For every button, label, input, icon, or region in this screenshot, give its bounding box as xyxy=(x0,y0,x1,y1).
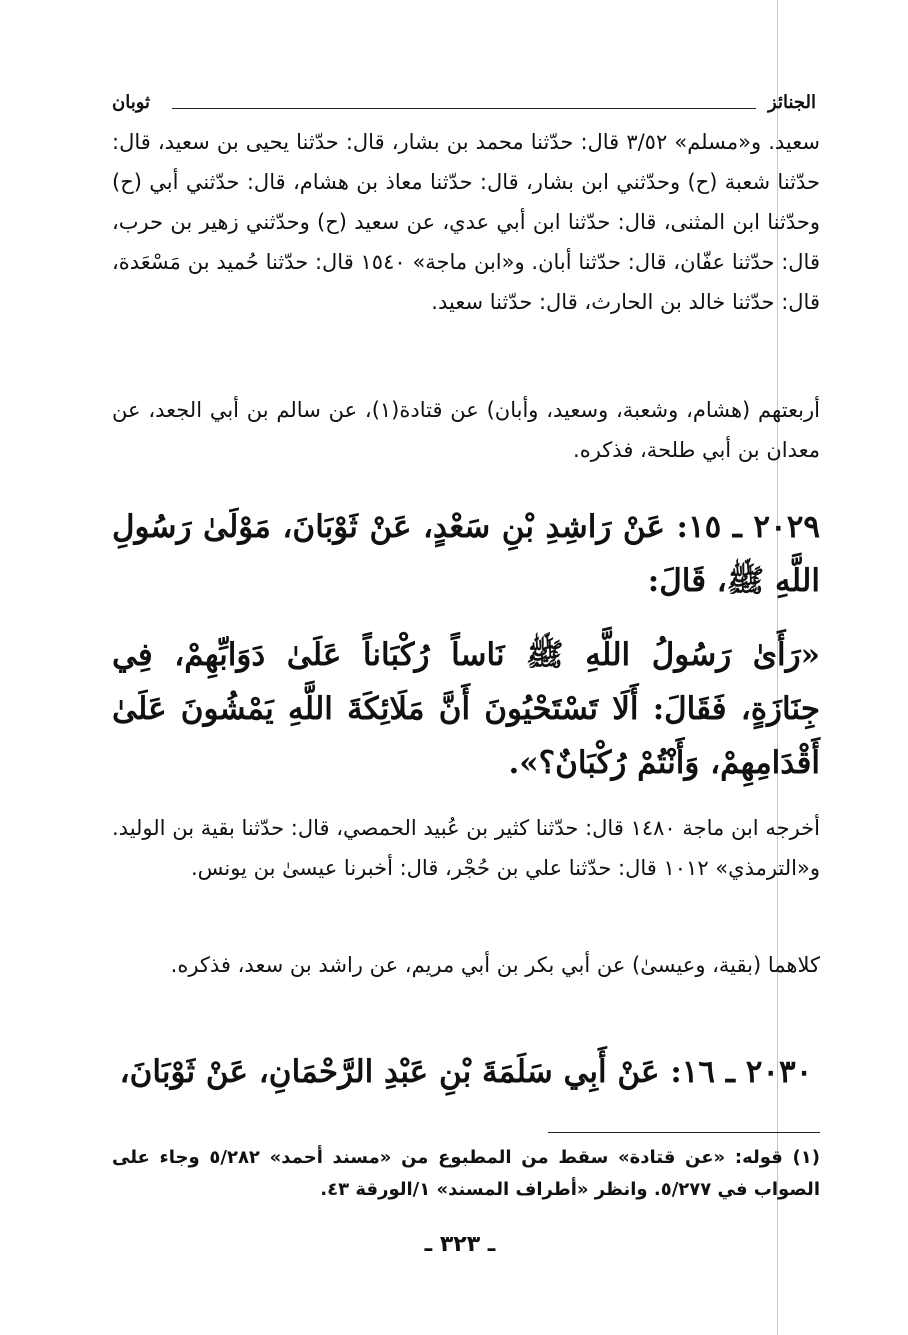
chapter-title: الجنائز xyxy=(768,92,816,113)
running-header xyxy=(112,92,816,122)
hadith-2029-heading: ٢٠٢٩ ـ ١٥: عَنْ رَاشِدِ بْنِ سَعْدٍ، عَنْ ثَوْبَانَ، مَوْلَىٰ رَسُولِ اللَّهِ ﷺ، قَالَ: xyxy=(112,509,821,599)
takhrij-paragraph: أخرجه ابن ماجة ١٤٨٠ قال: حدّثنا كثير بن عُبيد الحمصي، قال: حدّثنا بقية بن الوليد. و«الترمذي» ١٠١٢ قال: حدّثنا علي بن حُجْر، قال: أخبرنا عيسىٰ بن يونس. xyxy=(112,816,820,880)
footnote-1: (١) قوله: «عن قتادة» سقط من المطبوع من «مسند أحمد» ٥/٢٨٢ وجاء على الصواب في ٥/٢٧٧. وانظر «أطراف المسند» ١/الورقة ٤٣. xyxy=(112,1147,820,1200)
hadith-2029-text: «رَأَىٰ رَسُولُ اللَّهِ ﷺ نَاساً رُكْبَاناً عَلَىٰ دَوَابِّهِمْ، فِي جِنَازَةٍ، فَقَالَ: أَلَا تَسْتَحْيُونَ أَنَّ مَلَائِكَةَ اللَّهِ يَمْشُونَ عَلَىٰ أَقْدَامِهِمْ، وَأَنْتُمْ رُكْبَانٌ؟». xyxy=(112,637,820,781)
header-rule xyxy=(172,108,756,109)
section-title: ثوبان xyxy=(112,92,151,113)
isnad-paragraph-2: أربعتهم (هشام، وشعبة، وسعيد، وأبان) عن قتادة(١)، عن سالم بن أبي الجعد، عن معدان بن أبي طلحة، فذكره. xyxy=(112,398,820,462)
page-number: ـ ٣٢٣ ـ xyxy=(424,1232,496,1257)
footnote-rule xyxy=(548,1132,820,1133)
hadith-2030-heading: ٢٠٣٠ ـ ١٦: عَنْ أَبِي سَلَمَةَ بْنِ عَبْدِ الرَّحْمَانِ، عَنْ ثَوْبَانَ، xyxy=(119,1054,813,1090)
isnad-paragraph-1: سعيد. و«مسلم» ٣/٥٢ قال: حدّثنا محمد بن بشار، قال: حدّثنا يحيى بن سعيد، قال: حدّثنا شعبة (ح) وحدّثني ابن بشار، قال: حدّثنا معاذ بن هشام، قال: حدّثني أبي (ح) وحدّثنا ابن المثنى، قال: حدّثنا ابن أبي عدي، عن سعيد (ح) وحدّثني زهير بن حرب، قال: حدّثنا عفّان، قال: حدّثنا أبان. و«ابن ماجة» ١٥٤٠ قال: حدّثنا حُميد بن مَسْعَدة، قال: حدّثنا خالد بن الحارث، قال: حدّثنا سعيد. xyxy=(112,130,820,314)
isnad-summary-paragraph: كلاهما (بقية، وعيسىٰ) عن أبي بكر بن أبي مريم، عن راشد بن سعد، فذكره. xyxy=(170,953,820,977)
